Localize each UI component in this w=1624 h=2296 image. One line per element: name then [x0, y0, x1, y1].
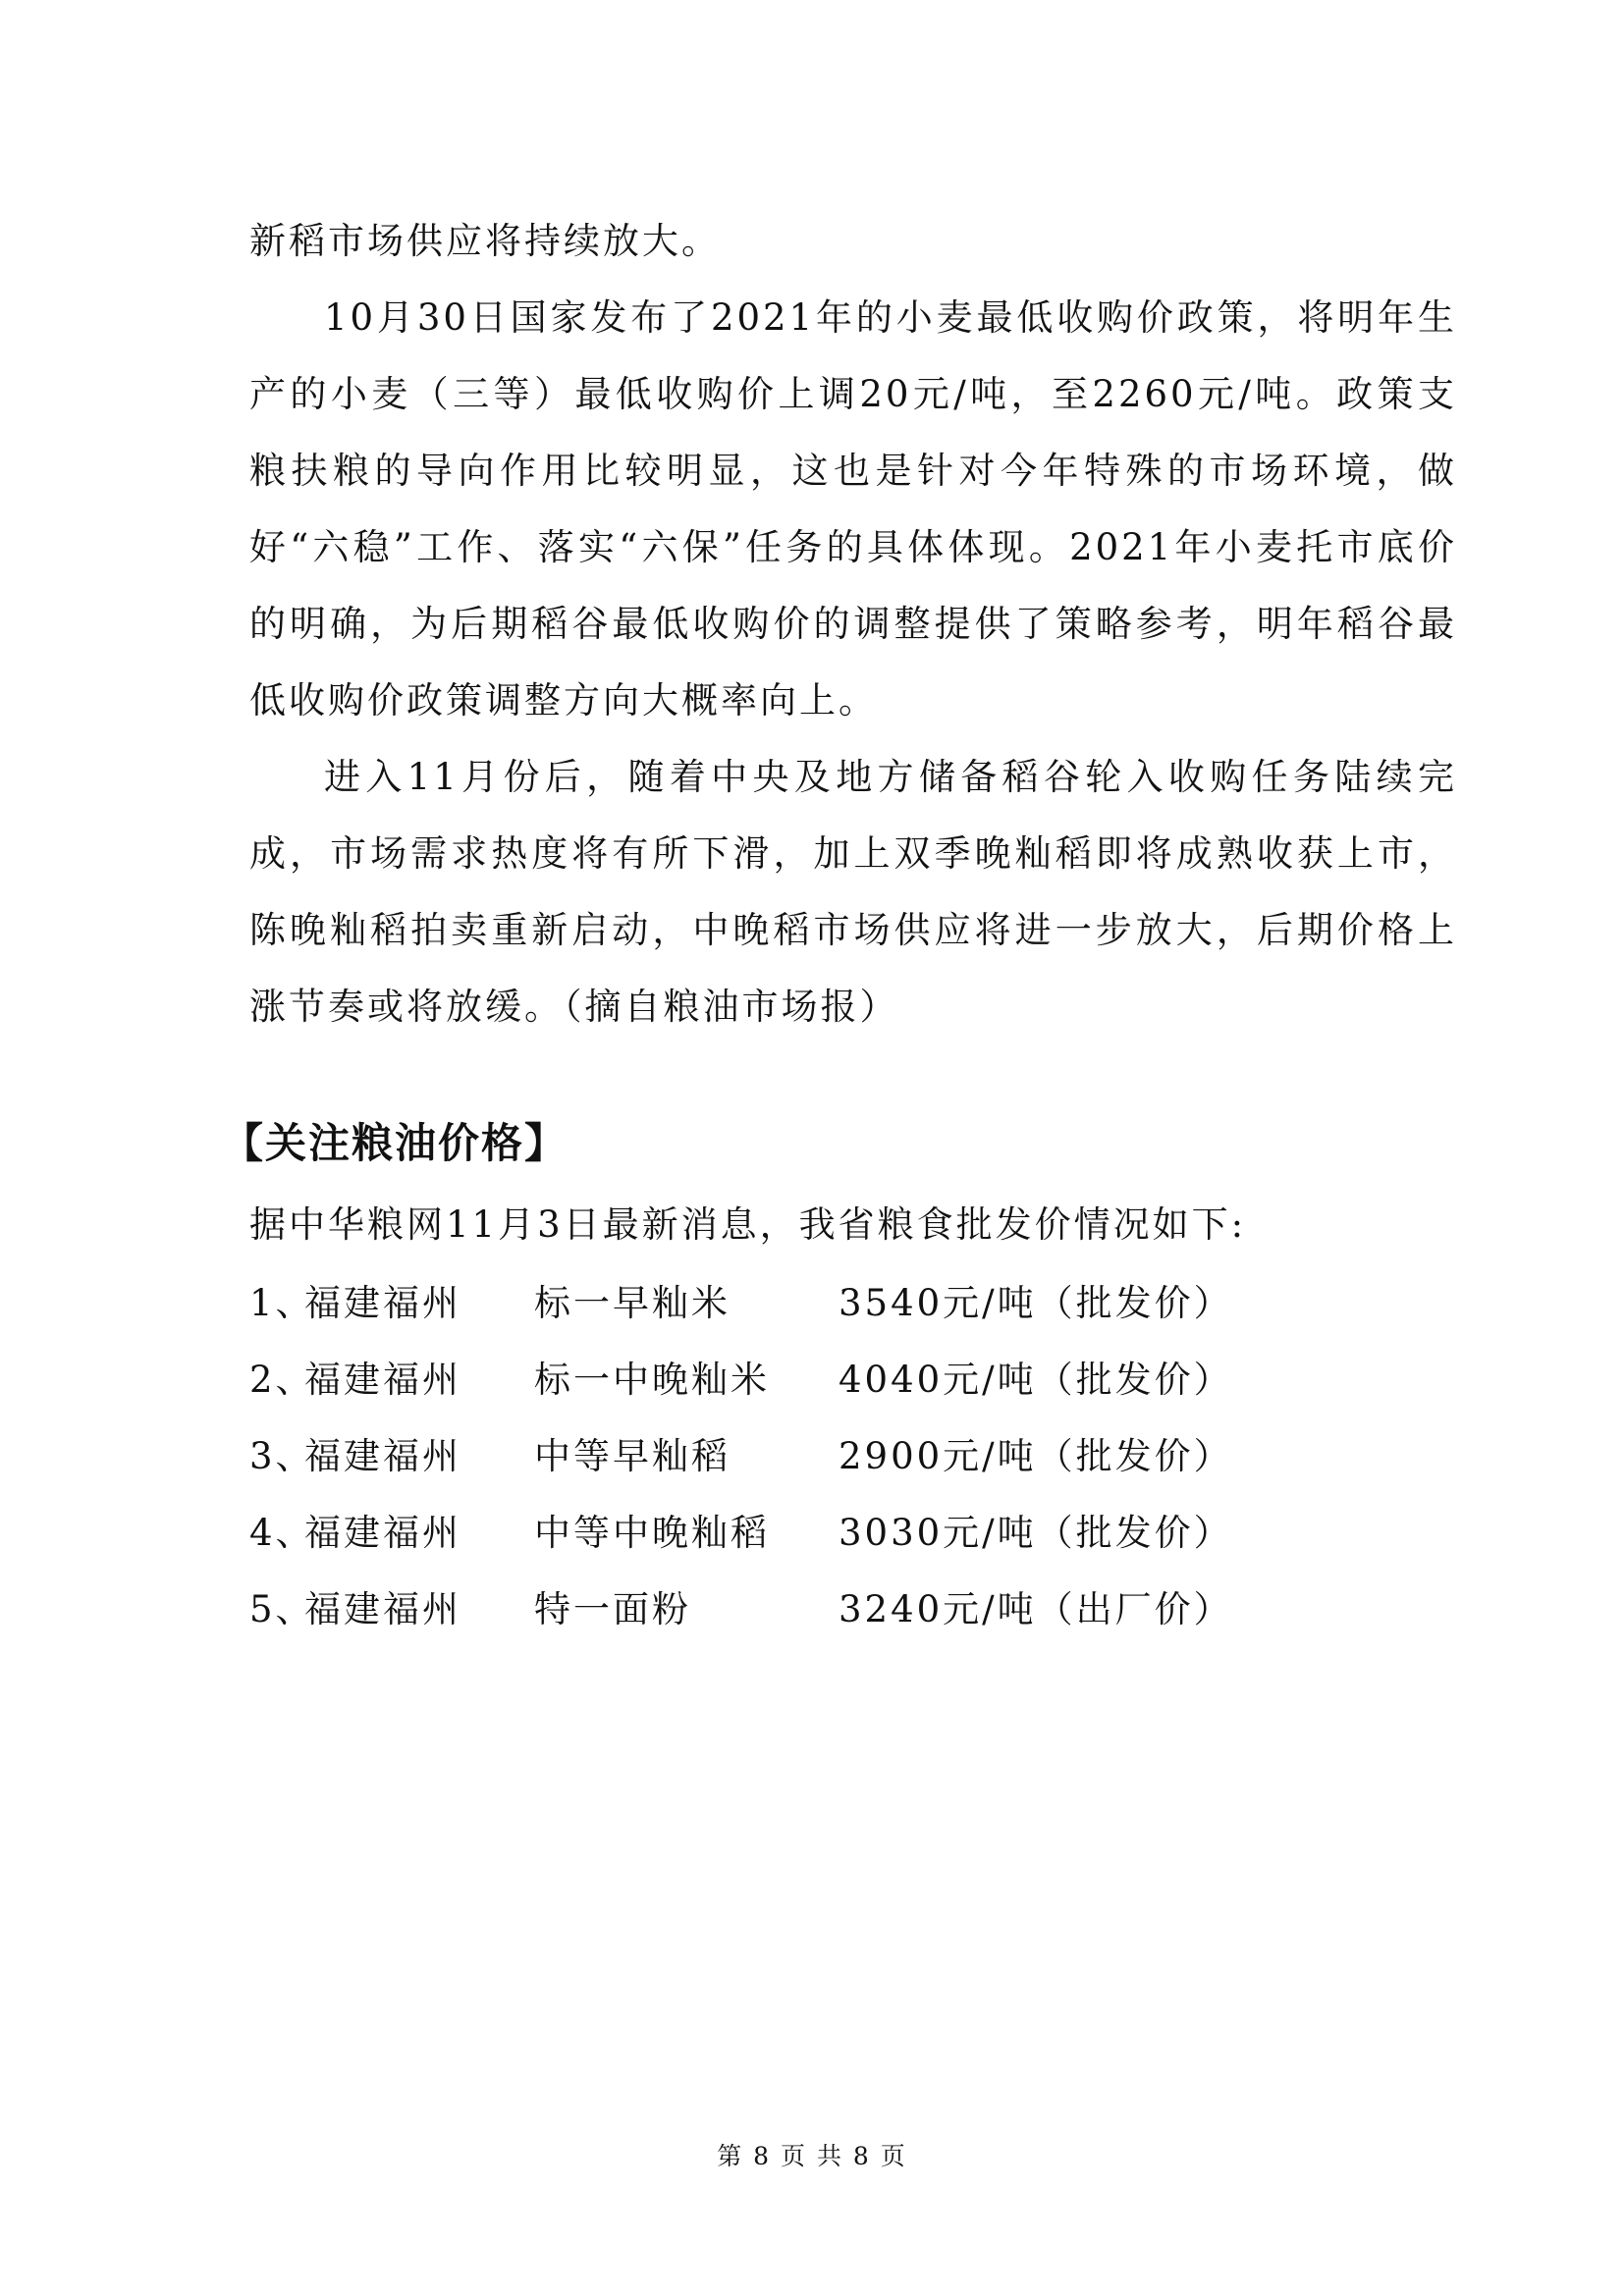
price-row-price: 3240元/吨（出厂价） [839, 1588, 1233, 1630]
price-row-product: 特一面粉 [534, 1588, 691, 1630]
price-row-price: 4040元/吨（批发价） [839, 1359, 1233, 1401]
section-heading: 【关注粮油价格】 [222, 1119, 568, 1167]
paragraph-wheat-policy: 10月30日国家发布了2021年的小麦最低收购价政策，将明年生产的小麦（三等）最低收购价上调20元/吨，至2260元/吨。政策支粮扶粮的导向作用比较明显，这也是针对今年特殊的市场环境，做好“六稳”工作、落实“六保”任务的具体体现。2021年小麦托市底价的明确，为后期稻谷最低收购价的调整提供了策略参考，明年稻谷最低收购价政策调整方向大概率向上。 [249, 296, 1457, 721]
price-row-index: 3、 [249, 1435, 315, 1477]
price-row-product: 标一中晚籼米 [534, 1359, 770, 1401]
price-row-city: 福建福州 [304, 1282, 461, 1324]
price-row-product: 中等早籼稻 [534, 1435, 731, 1477]
price-row-index: 5、 [249, 1588, 315, 1630]
price-row-product: 中等中晚籼稻 [534, 1512, 770, 1554]
page-footer: 第 8 页 共 8 页 [717, 2142, 907, 2170]
price-row-price: 3030元/吨（批发价） [839, 1512, 1233, 1554]
price-row-index: 4、 [249, 1512, 315, 1554]
price-row-index: 2、 [249, 1359, 315, 1401]
price-row-price: 2900元/吨（批发价） [839, 1435, 1233, 1477]
price-row-city: 福建福州 [304, 1512, 461, 1554]
price-row-index: 1、 [249, 1282, 315, 1324]
price-row-city: 福建福州 [304, 1435, 461, 1477]
price-row-city: 福建福州 [304, 1588, 461, 1630]
price-row-price: 3540元/吨（批发价） [839, 1282, 1233, 1324]
price-row-product: 标一早籼米 [534, 1282, 731, 1324]
price-row-city: 福建福州 [304, 1359, 461, 1401]
paragraph-november-outlook: 进入11月份后，随着中央及地方储备稻谷轮入收购任务陆续完成，市场需求热度将有所下滑，加上双季晚籼稻即将成熟收获上市，陈晚籼稻拍卖重新启动，中晚稻市场供应将进一步放大，后期价格上涨节奏或将放缓。（摘自粮油市场报） [249, 756, 1457, 1028]
section-intro: 据中华粮网11月3日最新消息，我省粮食批发价情况如下: [249, 1203, 1247, 1246]
paragraph-continuation: 新稻市场供应将持续放大。 [249, 220, 721, 262]
